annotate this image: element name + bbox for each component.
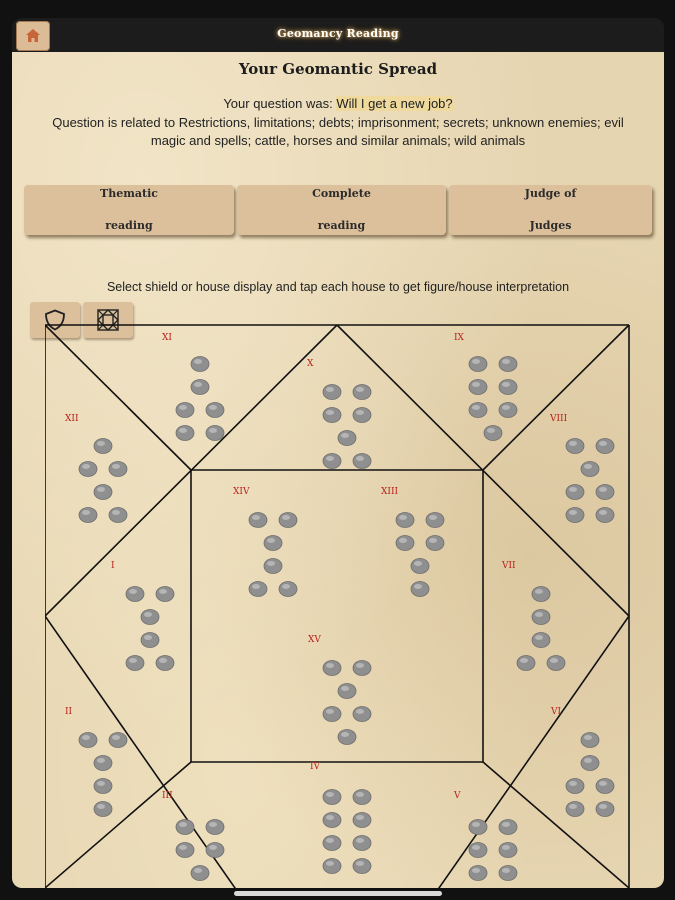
stone-dot bbox=[426, 513, 444, 528]
stone-dot bbox=[566, 802, 584, 817]
stone-highlight bbox=[535, 612, 543, 617]
house-xi[interactable] bbox=[162, 333, 224, 441]
stone-dot bbox=[94, 756, 112, 771]
stone-highlight bbox=[252, 584, 260, 589]
stone-highlight bbox=[341, 732, 349, 737]
stone-dot bbox=[176, 403, 194, 418]
stone-highlight bbox=[599, 510, 607, 515]
stone-highlight bbox=[82, 510, 90, 515]
stone-highlight bbox=[599, 441, 607, 446]
stone-dot bbox=[353, 707, 371, 722]
app-window bbox=[12, 18, 664, 888]
stone-highlight bbox=[179, 428, 187, 433]
stone-dot bbox=[176, 820, 194, 835]
stone-highlight bbox=[97, 487, 105, 492]
stone-dot bbox=[94, 802, 112, 817]
stone-highlight bbox=[356, 838, 364, 843]
stone-highlight bbox=[326, 815, 334, 820]
stone-dot bbox=[338, 684, 356, 699]
stone-highlight bbox=[472, 359, 480, 364]
stone-dot bbox=[499, 380, 517, 395]
house-vii[interactable] bbox=[501, 561, 565, 671]
house-label: III bbox=[162, 791, 173, 801]
stone-highlight bbox=[550, 658, 558, 663]
stone-highlight bbox=[569, 510, 577, 515]
stone-dot bbox=[126, 656, 144, 671]
stone-dot bbox=[264, 536, 282, 551]
house-label: II bbox=[65, 707, 73, 717]
stone-dot bbox=[249, 513, 267, 528]
house-xiii[interactable] bbox=[381, 487, 444, 597]
house-label: X bbox=[307, 359, 314, 369]
stone-dot bbox=[396, 536, 414, 551]
stone-highlight bbox=[569, 441, 577, 446]
stone-dot bbox=[323, 385, 341, 400]
stone-dot bbox=[79, 733, 97, 748]
stone-highlight bbox=[194, 868, 202, 873]
stone-dot bbox=[191, 357, 209, 372]
stone-dot bbox=[279, 513, 297, 528]
stone-dot bbox=[581, 756, 599, 771]
stone-highlight bbox=[414, 584, 422, 589]
house-iv[interactable] bbox=[310, 762, 371, 874]
stone-dot bbox=[596, 779, 614, 794]
stone-dot bbox=[499, 357, 517, 372]
stone-dot bbox=[566, 779, 584, 794]
house-label: I bbox=[111, 561, 115, 571]
stone-dot bbox=[499, 866, 517, 881]
stone-highlight bbox=[356, 709, 364, 714]
stone-highlight bbox=[97, 804, 105, 809]
stone-dot bbox=[547, 656, 565, 671]
stone-highlight bbox=[179, 845, 187, 850]
stone-highlight bbox=[599, 804, 607, 809]
stone-dot bbox=[596, 508, 614, 523]
stone-highlight bbox=[502, 868, 510, 873]
stone-dot bbox=[499, 820, 517, 835]
chart-line bbox=[45, 762, 191, 888]
stone-dot bbox=[94, 779, 112, 794]
house-ix[interactable] bbox=[454, 333, 517, 441]
stone-dot bbox=[126, 587, 144, 602]
house-label: XI bbox=[162, 333, 172, 343]
stone-dot bbox=[596, 802, 614, 817]
house-label: XIII bbox=[381, 487, 399, 497]
reading-page bbox=[12, 52, 664, 888]
stone-highlight bbox=[97, 781, 105, 786]
house-x[interactable] bbox=[307, 359, 371, 469]
stone-highlight bbox=[209, 428, 217, 433]
stone-dot bbox=[469, 380, 487, 395]
stone-highlight bbox=[97, 758, 105, 763]
stone-highlight bbox=[569, 781, 577, 786]
stone-highlight bbox=[472, 868, 480, 873]
stone-dot bbox=[323, 859, 341, 874]
stone-highlight bbox=[282, 515, 290, 520]
stone-dot bbox=[469, 866, 487, 881]
stone-dot bbox=[176, 843, 194, 858]
stone-highlight bbox=[414, 561, 422, 566]
stone-highlight bbox=[194, 382, 202, 387]
stone-highlight bbox=[569, 487, 577, 492]
stone-dot bbox=[353, 385, 371, 400]
stone-dot bbox=[206, 820, 224, 835]
stone-highlight bbox=[82, 464, 90, 469]
stone-highlight bbox=[472, 382, 480, 387]
question-line bbox=[12, 96, 664, 111]
stone-highlight bbox=[179, 405, 187, 410]
house-xii[interactable] bbox=[65, 414, 127, 523]
stone-highlight bbox=[97, 441, 105, 446]
stone-dot bbox=[323, 707, 341, 722]
stone-highlight bbox=[599, 487, 607, 492]
button-line: Judges bbox=[529, 219, 572, 232]
stone-dot bbox=[323, 454, 341, 469]
stone-dot bbox=[469, 403, 487, 418]
stone-dot bbox=[411, 582, 429, 597]
stone-highlight bbox=[326, 410, 334, 415]
stone-dot bbox=[191, 866, 209, 881]
house-label: V bbox=[454, 791, 461, 801]
stone-dot bbox=[566, 439, 584, 454]
button-line: reading bbox=[105, 219, 153, 232]
house-label: XV bbox=[308, 635, 321, 645]
stone-highlight bbox=[356, 861, 364, 866]
instruction-text: Select shield or house display and tap each house to get figure/house interpretation bbox=[106, 280, 570, 294]
button-line: Thematic bbox=[100, 187, 158, 200]
stone-highlight bbox=[326, 838, 334, 843]
stone-dot bbox=[323, 813, 341, 828]
stone-highlight bbox=[82, 735, 90, 740]
stone-highlight bbox=[159, 589, 167, 594]
stone-dot bbox=[338, 431, 356, 446]
stone-dot bbox=[176, 426, 194, 441]
stone-dot bbox=[499, 843, 517, 858]
house-i[interactable] bbox=[111, 561, 174, 671]
stone-dot bbox=[109, 462, 127, 477]
stone-highlight bbox=[356, 456, 364, 461]
house-label: VI bbox=[551, 707, 562, 717]
question-relation: Question is related to Restrictions, limitations; debts; imprisonment; secrets; unknown enemies; evil magic and spells; cattle, horses and similar animals; wild animals bbox=[52, 115, 624, 148]
house-xiv[interactable] bbox=[233, 487, 297, 597]
house-viii[interactable] bbox=[549, 414, 614, 523]
stone-highlight bbox=[341, 433, 349, 438]
stone-dot bbox=[499, 403, 517, 418]
stone-dot bbox=[532, 633, 550, 648]
house-xv[interactable] bbox=[308, 635, 371, 745]
stone-highlight bbox=[584, 758, 592, 763]
page-heading: Your Geomantic Spread bbox=[238, 60, 438, 78]
stone-dot bbox=[353, 790, 371, 805]
stone-highlight bbox=[209, 845, 217, 850]
stone-dot bbox=[484, 426, 502, 441]
stone-dot bbox=[109, 508, 127, 523]
stone-highlight bbox=[502, 845, 510, 850]
stone-dot bbox=[596, 485, 614, 500]
stone-dot bbox=[206, 403, 224, 418]
stone-highlight bbox=[252, 515, 260, 520]
house-label: IV bbox=[310, 762, 321, 772]
stone-dot bbox=[426, 536, 444, 551]
stone-highlight bbox=[356, 663, 364, 668]
stone-highlight bbox=[399, 515, 407, 520]
stone-dot bbox=[469, 843, 487, 858]
stone-highlight bbox=[326, 709, 334, 714]
home-indicator bbox=[234, 891, 442, 896]
stone-dot bbox=[396, 513, 414, 528]
button-line: Complete bbox=[312, 187, 371, 200]
judge-of-judges-button[interactable] bbox=[449, 185, 652, 235]
house-v[interactable] bbox=[453, 791, 517, 888]
stone-highlight bbox=[341, 686, 349, 691]
stone-highlight bbox=[194, 359, 202, 364]
question-prefix: Your question was: bbox=[223, 96, 337, 111]
stone-highlight bbox=[326, 792, 334, 797]
button-line: Judge of bbox=[524, 187, 577, 200]
stone-dot bbox=[532, 610, 550, 625]
house-label: XIV bbox=[233, 487, 250, 497]
app-title: Geomancy Reading bbox=[277, 27, 399, 40]
house-label: XII bbox=[65, 414, 79, 424]
house-ii[interactable] bbox=[65, 707, 127, 817]
stone-dot bbox=[353, 859, 371, 874]
stone-dot bbox=[469, 820, 487, 835]
stone-highlight bbox=[129, 658, 137, 663]
stone-highlight bbox=[326, 663, 334, 668]
stone-highlight bbox=[502, 359, 510, 364]
stone-dot bbox=[338, 730, 356, 745]
stone-highlight bbox=[209, 822, 217, 827]
thematic-reading-button[interactable] bbox=[24, 185, 234, 235]
stone-highlight bbox=[584, 735, 592, 740]
house-iii[interactable] bbox=[162, 791, 224, 888]
stone-dot bbox=[353, 661, 371, 676]
stone-dot bbox=[353, 454, 371, 469]
stone-dot bbox=[94, 439, 112, 454]
stone-dot bbox=[206, 843, 224, 858]
stone-highlight bbox=[502, 382, 510, 387]
stone-highlight bbox=[399, 538, 407, 543]
stone-dot bbox=[566, 485, 584, 500]
title-bar bbox=[12, 18, 664, 52]
stone-dot bbox=[323, 790, 341, 805]
stone-highlight bbox=[144, 612, 152, 617]
chart-line bbox=[45, 325, 191, 470]
stone-dot bbox=[109, 733, 127, 748]
stone-highlight bbox=[144, 635, 152, 640]
stone-highlight bbox=[472, 822, 480, 827]
stone-dot bbox=[264, 559, 282, 574]
house-label: VII bbox=[502, 561, 516, 571]
stone-highlight bbox=[429, 515, 437, 520]
stone-dot bbox=[517, 656, 535, 671]
stone-highlight bbox=[356, 387, 364, 392]
stone-dot bbox=[581, 462, 599, 477]
stone-highlight bbox=[356, 792, 364, 797]
house-label: VIII bbox=[550, 414, 568, 424]
stone-highlight bbox=[584, 464, 592, 469]
question-text: Will I get a new job? bbox=[336, 96, 453, 111]
stone-highlight bbox=[209, 405, 217, 410]
stone-dot bbox=[79, 462, 97, 477]
house-chart[interactable] bbox=[45, 324, 631, 888]
complete-reading-button[interactable] bbox=[237, 185, 446, 235]
stone-dot bbox=[206, 426, 224, 441]
stone-dot bbox=[353, 408, 371, 423]
stone-highlight bbox=[599, 781, 607, 786]
stone-dot bbox=[323, 408, 341, 423]
stone-highlight bbox=[429, 538, 437, 543]
stone-dot bbox=[141, 610, 159, 625]
stone-highlight bbox=[112, 464, 120, 469]
stone-dot bbox=[411, 559, 429, 574]
stone-dot bbox=[323, 661, 341, 676]
stone-highlight bbox=[356, 815, 364, 820]
stone-dot bbox=[249, 582, 267, 597]
stone-highlight bbox=[569, 804, 577, 809]
stone-highlight bbox=[179, 822, 187, 827]
stone-highlight bbox=[326, 861, 334, 866]
stone-dot bbox=[94, 485, 112, 500]
stone-highlight bbox=[129, 589, 137, 594]
stone-dot bbox=[581, 733, 599, 748]
stone-dot bbox=[532, 587, 550, 602]
stone-dot bbox=[353, 813, 371, 828]
house-label: IX bbox=[454, 333, 464, 343]
stone-highlight bbox=[282, 584, 290, 589]
stone-dot bbox=[596, 439, 614, 454]
stone-highlight bbox=[535, 589, 543, 594]
stone-dot bbox=[191, 380, 209, 395]
stone-highlight bbox=[112, 510, 120, 515]
stone-highlight bbox=[159, 658, 167, 663]
button-line: reading bbox=[317, 219, 366, 232]
stone-dot bbox=[323, 836, 341, 851]
stone-dot bbox=[79, 508, 97, 523]
stone-highlight bbox=[502, 822, 510, 827]
stone-dot bbox=[141, 633, 159, 648]
stone-dot bbox=[279, 582, 297, 597]
stone-dot bbox=[353, 836, 371, 851]
stone-dot bbox=[566, 508, 584, 523]
stone-dot bbox=[469, 357, 487, 372]
stone-highlight bbox=[326, 456, 334, 461]
stone-highlight bbox=[267, 538, 275, 543]
stone-highlight bbox=[267, 561, 275, 566]
stone-highlight bbox=[520, 658, 528, 663]
stone-highlight bbox=[326, 387, 334, 392]
stone-dot bbox=[156, 656, 174, 671]
stone-highlight bbox=[502, 405, 510, 410]
stone-highlight bbox=[487, 428, 495, 433]
stone-highlight bbox=[112, 735, 120, 740]
stone-dot bbox=[156, 587, 174, 602]
house-vi[interactable] bbox=[550, 707, 614, 817]
stone-highlight bbox=[356, 410, 364, 415]
stone-highlight bbox=[535, 635, 543, 640]
stone-highlight bbox=[472, 405, 480, 410]
stone-highlight bbox=[472, 845, 480, 850]
